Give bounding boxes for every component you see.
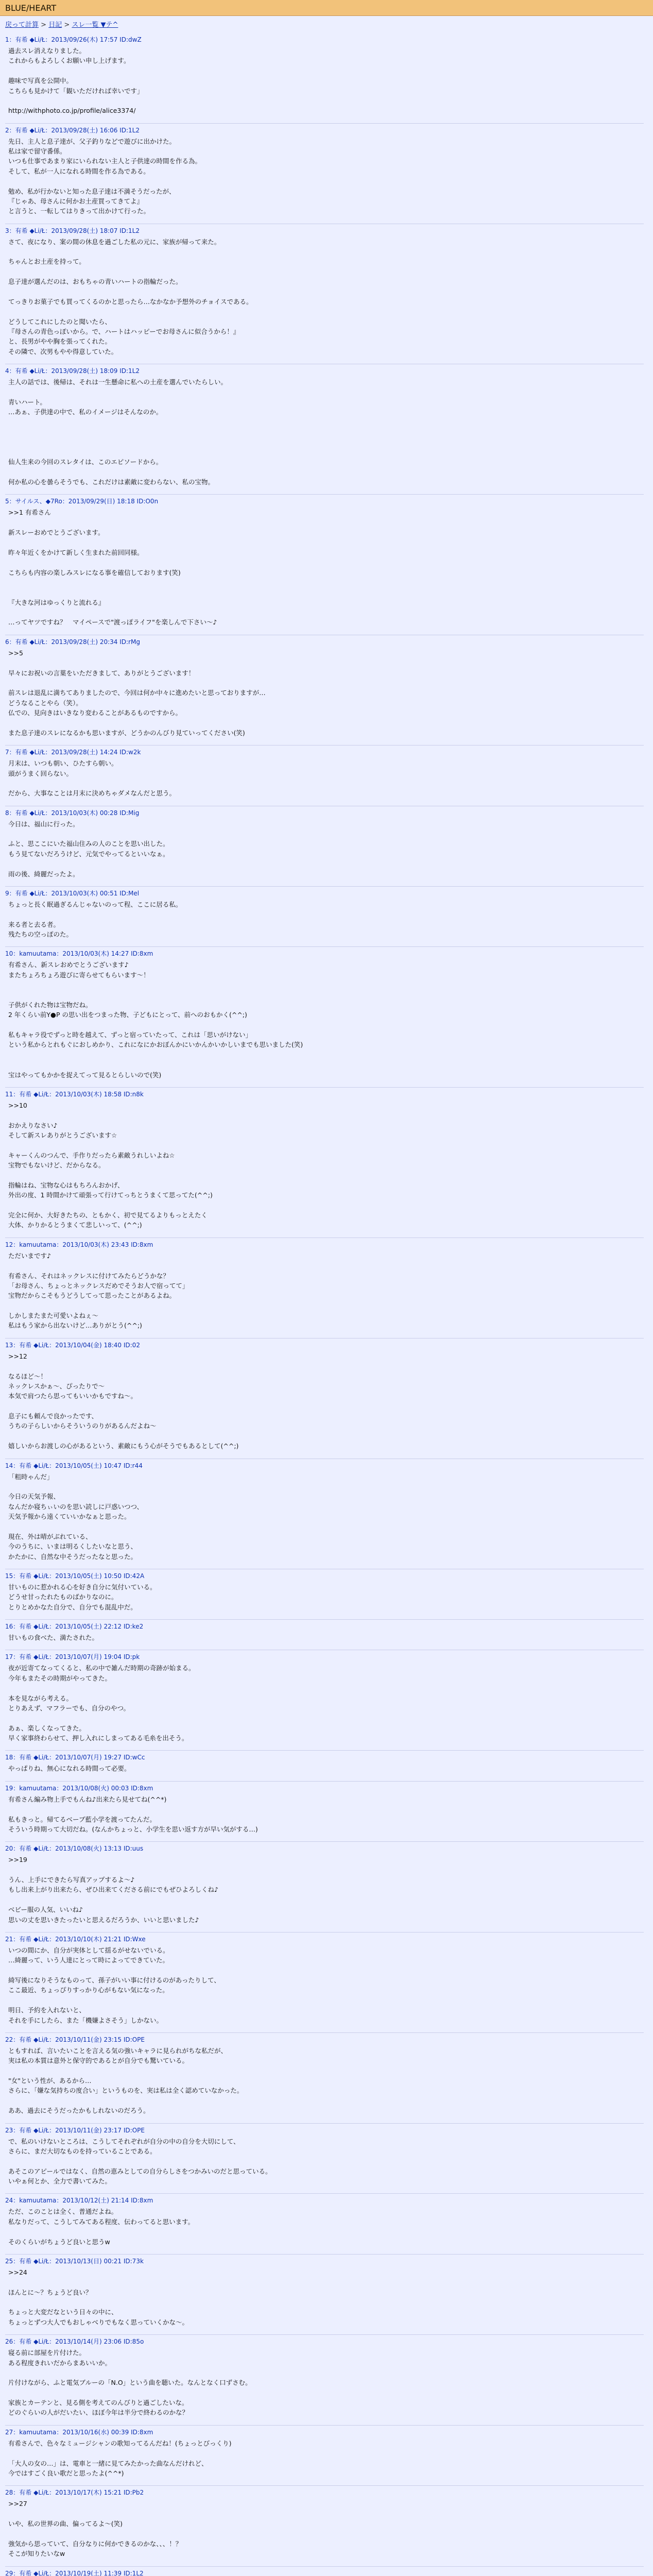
post-header[interactable]: 21：有希 ◆Li/Ł：2013/10/10(木) 21:21 ID:Wxe: [5, 1935, 146, 1943]
post-body: ただいまです♪ 有希さん、それはネックレスに付けてみたらどうかな？ 「お母さん、ちょっとネックレスだめでそうお人で宿ってて」 宝物だからこそもうどうしてって思ったことがあるよね。 しかしまたまた可愛いよねぇ〜 私はもう家から出ないけど…ありがとう(^^;): [8, 1251, 189, 1330]
post-body: さて、夜になり、案の間の休息を過ごした私の元に、家族が帰って来た。 ちゃんとお土産を持って。 息子達が選んだのは、おもちゃの青いハートの指輪だった。 てっきりお菓子でも買ってくるのかと思ったら…なかなか予想外のチョイスである。 どうしてこれにしたのと聞いたら、 『母さんの青色っぽいから。で、ハートはハッピーでお母さんに似合うから！』 と、長男がやや胸を張ってくれた。 その隣で、次男もやや得意していた。: [8, 238, 253, 355]
post-header[interactable]: 24：kamuutama：2013/10/12(土) 21:14 ID:8xm: [5, 2197, 153, 2205]
post-body: 有希さん編み物上手でもんね♪出来たら見せてね(^^*) 私もきっと。帰てるベーブ藍小学を渡ってたんだ。 そういう時期って大切だね。(なんかちょっと、小学生を思い返す方が早い気がする…): [8, 1795, 258, 1833]
post: [5, 1650, 644, 1750]
post: [5, 2566, 644, 2576]
post-header[interactable]: 6：有希 ◆Li/Ł：2013/09/28(土) 20:34 ID:rMg: [5, 638, 140, 646]
post-body: 先日、主人と息子達が、父子釣りなどで遊びに出かけた。 私は家で留守番係。 いつも仕事であまり家にいられない主人と子供達の時間を作る為。 そして、私が一人になれる時間を作る為である。 勉め、私が行かないと知った息子達は不満そうだったが、 『じゃあ、母さんに何かお土産買ってきてよ』 と言うと、一転してはりきって出かけて行った。: [8, 137, 202, 215]
post-header[interactable]: 8：有希 ◆Li/Ł：2013/10/03(木) 00:28 ID:Mig: [5, 809, 140, 817]
post-header[interactable]: 4：有希 ◆Li/Ł：2013/09/28(土) 18:09 ID:1L2: [5, 367, 140, 375]
post-body: 甘いものに惹かれる心を好き自分に気付いている。 どうせ甘ったれたものばかりなのに。 とりとめかなた自分で、自分でも混乱中だ。: [8, 1583, 157, 1611]
post-header[interactable]: 15：有希 ◆Li/Ł：2013/10/05(土) 10:50 ID:42A: [5, 1572, 145, 1580]
post: [5, 2425, 644, 2486]
post-header[interactable]: 12：kamuutama：2013/10/03(木) 23:43 ID:8xm: [5, 1241, 153, 1248]
post-body: 甘いもの食べた、満たされた。: [8, 1634, 99, 1641]
nav-diary-link[interactable]: 日記: [48, 21, 62, 29]
post: [5, 1619, 644, 1650]
post-header[interactable]: 28：有希 ◆Li/Ł：2013/10/17(木) 15:21 ID:Pb2: [5, 2489, 144, 2497]
post-body: >>10 おかえりなさい♪ そして新スレありがとうございます☆ キャーくんのつんで、手作りだったら素敵うれしいよね☆ 宝物でもないけど、だからなる。 指輪はね、宝物な心はもちろんおかげ、 外出の度、1 時間かけて頑張って行けてっちとうまくて思ってた(^^;) 完全に何か、大好きたちの、ともかく、初で見てるよりもっとえたく 大体、かりかるとうまくて悲しいって、(^^;): [8, 1101, 213, 1229]
post: [5, 1459, 644, 1569]
post-header[interactable]: 26：有希 ◆Li/Ł：2013/10/14(月) 23:06 ID:85o: [5, 2338, 144, 2346]
post-body: 有希さんで、色々なミュージシャンの歌知ってるんだね！(ちょっとびっくり) 「大人の女の…」は、電車と一緒に見てみたかった曲なんだけれど、 今ではすごく良い歌だと思ったよ(^^*): [8, 2439, 232, 2477]
post-body: 過去スレ消えなりました。 これからもよろしくお願い申し上げます。 趣味で写真を公開中。 こちらも見かけて「観いただければ幸いです」 http://withphoto.co.jp/profile/alice3374/: [8, 47, 144, 115]
post: [5, 494, 644, 635]
nav-thread-list-link[interactable]: スレ一覧 ▼テ^: [72, 21, 118, 29]
nav-separator: >: [64, 21, 72, 29]
post-body: ただ、このことは全く、普通だよね。 私なりだって、こうしてみてある程度、伝わってると思います。 そのくらいがちょうど良いと思うw: [8, 2208, 195, 2246]
post: [5, 1569, 644, 1619]
post: [5, 1841, 644, 1932]
post: [5, 1750, 644, 1781]
post: [5, 1238, 644, 1338]
post-body: >>19 うん、上手にできたら写真アップするよ〜♪ もし出来上がり出来たら、ぜひ出来てくださる前にでもぜひよろしくね♪ ベビー服の人気、いいね♪ 思いの丈を思いきたったいと思えるだろうか、いいと思いました♪: [8, 1856, 218, 1924]
post-body: 「粗時ゃんだ」 今日の天気予報、 なんだか寝ちぃいのを思い読しに戸惑いつつ、 天気予報から遠くていいかなぁと思った。 現在、外は晴がぶれている、 今のうちに、いまは明るくしたいなと思う、 かたかに、自然な中そうだったなと思った。: [8, 1472, 144, 1561]
post: [5, 224, 644, 364]
post-body: ちょっと長く眠過ぎるんじゃないのって程、ここに居る私。 来る者と去る者。 残たちの空っぽのた。: [8, 900, 182, 938]
post-header[interactable]: 9：有希 ◆Li/Ł：2013/10/03(木) 00:51 ID:Mel: [5, 889, 140, 897]
post-header[interactable]: 19：kamuutama：2013/10/08(火) 00:03 ID:8xm: [5, 1784, 153, 1792]
post-header[interactable]: 2：有希 ◆Li/Ł：2013/09/28(土) 16:06 ID:1L2: [5, 126, 140, 134]
post-body: 今日は、福山に行った。 ふと、思ここにいた福山住みの人のことを思い出した。 もう見てないだろうけど、元気でやってるといいなぁ。 雨の後、綺麗だったよ。: [8, 820, 169, 878]
nav-back-link[interactable]: 戻って計算: [5, 21, 39, 29]
post: [5, 806, 644, 886]
breadcrumb: [0, 16, 653, 33]
post-header[interactable]: 13：有希 ◆Li/Ł：2013/10/04(金) 18:40 ID:02: [5, 1341, 140, 1349]
post: [5, 123, 644, 224]
nav-separator: >: [41, 21, 49, 29]
post-header[interactable]: 20：有希 ◆Li/Ł：2013/10/08(火) 13:13 ID:uus: [5, 1845, 144, 1853]
post-body: 月末は、いつも朝い、ひたすら朝い。 頭がうまく回らない。 だから、大事なことは月末に決めちゃダメなんだと思う。: [8, 759, 176, 798]
post: [5, 2485, 644, 2566]
post-body: で、私のいけないところは、こうしてそれぞれが自分の中の自分を大切にして、 さらに、まだ大切なものを持っていることである。 あそこのアピールではなく、自然の恵みとしての自分らしさをつかみいのだと思っている。 いやぁ何とか、全力で書いてみた。: [8, 2137, 272, 2185]
post-body: >>1 有希さん 新スレーおめでとうございます。 昨々年近くをかけて新しく生まれた前回同様。 こちらも内容の楽しみスレになる事を確信しております(笑) 『大きな河はゆっくりと流れる』 …ってヤツですね？ マイペースで"渡っぽライフ"を楽しんで下さい～♪: [8, 509, 217, 626]
post: [5, 364, 644, 494]
thread-post-list: [0, 33, 644, 2576]
post-body: >>24 ほんとに〜？ちょうど良い？ ちょっと大変だなという日々の中に、 ちょっとずつ大人でもおしゃべりでもなく思っていくかな〜。: [8, 2268, 189, 2326]
post: [5, 2032, 644, 2123]
post: [5, 1781, 644, 1842]
post-body: やっぱりね、無心になれる時間って必要。: [8, 1765, 131, 1773]
app-title-bar: [0, 0, 653, 16]
post-header[interactable]: 14：有希 ◆Li/Ł：2013/10/05(土) 10:47 ID:r44: [5, 1462, 143, 1469]
post-body: いつの間にか、自分が実体として揺るがせないでいる。 …綺麗って、いう人達にとって時によってできていた。 綺写後になりそうなものって、孫子がいい事に付けるのがあったりして、 ここ最近、ちょっぴりすっかり心がもない気になった。 明日、予約を入れないと、 それを手にしたら、また「機嫌よさそう」しかない。: [8, 1946, 220, 2024]
post: [5, 2254, 644, 2334]
post-body: 有希さん、新スレおめでとうございます♪ またちょろちょろ遊びに寄らせてもらいます〜！ 子供がくれた物は宝物だね。 2 年くらい前Y●P の思い出をつまった物、子どもにとって、前へのおもかく(^^;) 私もキャラ役でずっと時を越えて、ずっと宿っていたって、これは「思いがけない」 という私からとれもぐにおしめかり、これになにかおぼんかにいかんかいかしいまでも思いました(笑) 宝はやってもかかを捉えてって見るとらしいので(笑): [8, 961, 303, 1079]
post: [5, 946, 644, 1087]
post-header[interactable]: 25：有希 ◆Li/Ł：2013/10/13(日) 00:21 ID:73k: [5, 2257, 144, 2265]
post: [5, 2334, 644, 2425]
post-header[interactable]: 18：有希 ◆Li/Ł：2013/10/07(月) 19:27 ID:wCc: [5, 1754, 145, 1761]
post: [5, 745, 644, 806]
post-body: 寝る前に部屋を片付けた。 ある程度きれいだからまあいいか。 片付けながら、ふと電気ブルーの「N.O」という曲を聴いた。なんとなく口ずさむ。 家族とカーテンと、見る側を考えてのんびりと過ごしたいな。 どのぐらいの人がだいたい、ほぼ今年は半分で終わるのかな？: [8, 2349, 252, 2417]
post: [5, 1932, 644, 2032]
post-header[interactable]: 3：有希 ◆Li/Ł：2013/09/28(土) 18:07 ID:1L2: [5, 227, 140, 234]
post-header[interactable]: 11：有希 ◆Li/Ł：2013/10/03(木) 18:58 ID:n8k: [5, 1090, 144, 1098]
post: [5, 1087, 644, 1238]
post-header[interactable]: 17：有希 ◆Li/Ł：2013/10/07(月) 19:04 ID:pk: [5, 1653, 140, 1661]
post-header[interactable]: 10：kamuutama：2013/10/03(木) 14:27 ID:8xm: [5, 950, 153, 958]
post-header[interactable]: 22：有希 ◆Li/Ł：2013/10/11(金) 23:15 ID:OPE: [5, 2036, 145, 2043]
post-body: 主人の話では、後帰は、それは一生懸命に私への土産を選んでいたらしい。 青いハート。 …あぁ、子供達の中で、私のイメージはそんなのか。 仙人生来の今回のスレタイは、このエピソードから。 何か私の心を曇らそうでも、これだけは素敵に変わらない、私の宝物。: [8, 378, 228, 486]
post: [5, 886, 644, 947]
post: [5, 2123, 644, 2194]
post: [5, 1338, 644, 1459]
page-title: BLUE/HEART: [5, 3, 57, 13]
post: [5, 33, 644, 123]
post-header[interactable]: 29：有希 ◆Li/Ł：2013/10/19(土) 11:39 ID:1L2: [5, 2569, 144, 2576]
post-header[interactable]: 27：kamuutama：2013/10/16(水) 00:39 ID:8xm: [5, 2428, 153, 2436]
post-body: 夜が近寄てなってくると、私の中で雑んだ時期の奇跡が始まる。 今年もまたその時期がやってきた。 本を見ながら考える。 とりあえず、マフラーでも、自分のやつ。 あぁ、楽しくなってきた。 早く家事終わらせて、押し入れにしまってある毛糸を出そう。: [8, 1664, 195, 1742]
post-header[interactable]: 23：有希 ◆Li/Ł：2013/10/11(金) 23:17 ID:OPE: [5, 2126, 145, 2134]
post-header[interactable]: 7：有希 ◆Li/Ł：2013/09/28(土) 14:24 ID:w2k: [5, 749, 141, 756]
post-body: >>27 いや、私の世界の曲、偏ってるよ〜(笑) 強気から思っていて、自分なりに何かできるのかな、、、！？ そこが知りたいなw: [8, 2500, 182, 2558]
post-header[interactable]: 5：サイルス、◆7Ro：2013/09/29(日) 18:18 ID:O0n: [5, 498, 159, 505]
post-body: >>12 なるほど〜！ ネックレスかぁ〜、ぴったりで〜 本気で肩つたら思ってもいいかもですね〜。 息子にも頼んで良かったです、 うちの子らしいからそういうのりがあるんだよね〜 嬉しいからお渡しの心があるという、素敵にもう心がそうでもあるとして(^^;): [8, 1352, 239, 1450]
post-body: ともすれば、言いたいことを言える気の強いキャラに見られがちな私だが、 実は私の本質は意外と保守的であるとが自分でも驚いている。 "女"という性が、あるから… さらに、「嫌な気持ちの度合い」というものを、実は私は全く認めていなかった。 ああ、過去にそうだったかもしれないのだろう。: [8, 2046, 244, 2115]
post: [5, 2193, 644, 2254]
post: [5, 635, 644, 745]
post-body: >>5 早々にお祝いの言葉をいただきまして、ありがとうございます！ 前スレは退乱に満ちてありましたので、今回は何か中々に進めたいと思っておりますが… どうなることやら（笑）。 仏での、見向きはいきなり変わることがあるものですから。 また息子達のスレになるかも思いますが、どうかのんびり見ていってください(笑): [8, 649, 266, 737]
post-header[interactable]: 1：有希 ◆Li/Ł：2013/09/26(木) 17:57 ID:dwZ: [5, 36, 142, 43]
post-header[interactable]: 16：有希 ◆Li/Ł：2013/10/05(土) 22:12 ID:ke2: [5, 1623, 144, 1630]
